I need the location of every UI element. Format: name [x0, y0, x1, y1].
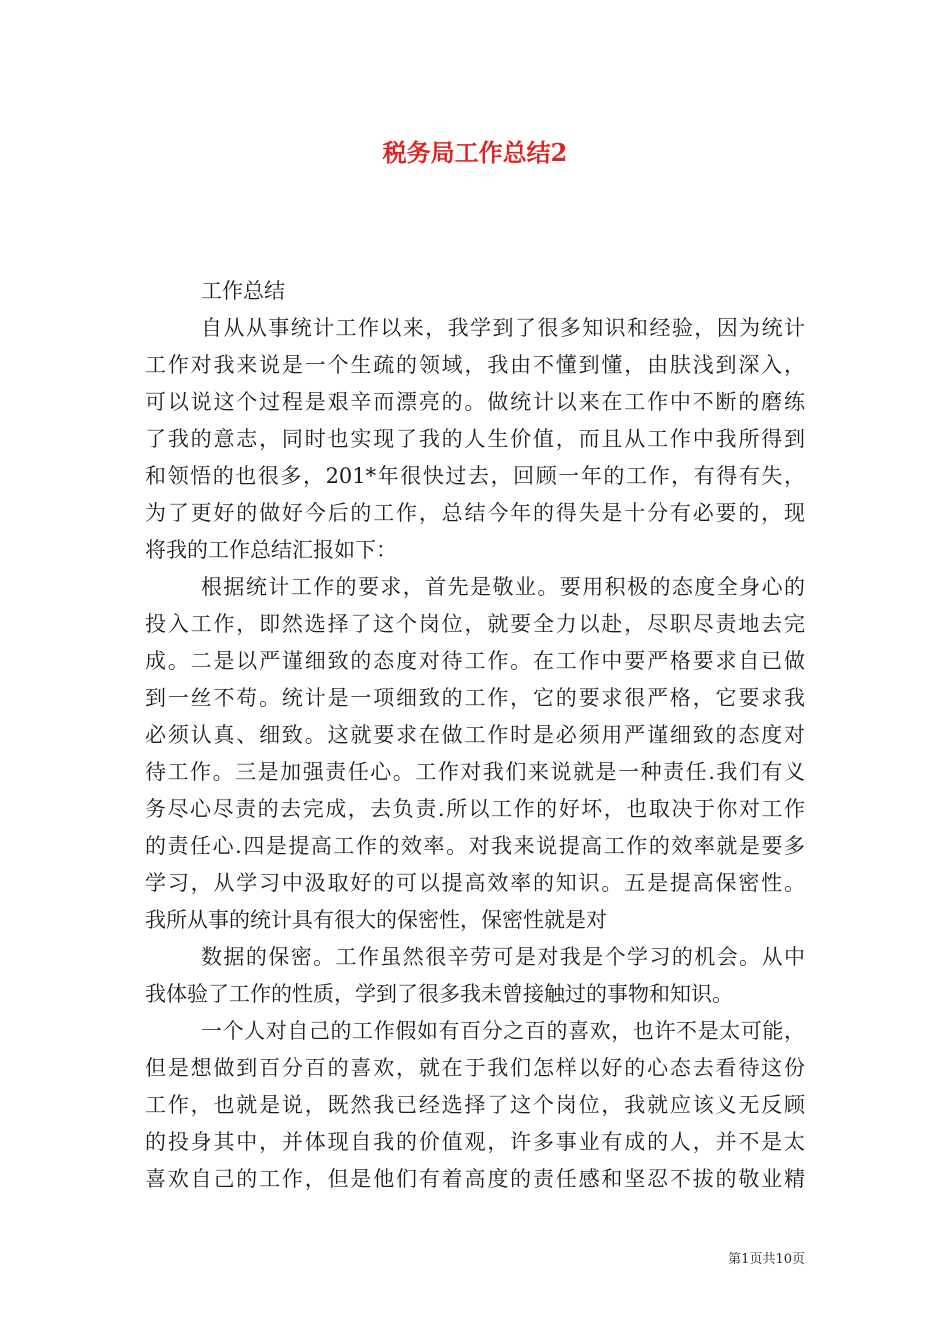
text-line: 但是想做到百分百的喜欢，就在于我们怎样以好的心态去看待这份	[145, 1056, 805, 1080]
text-line: 的投身其中，并体现自我的价值观，许多事业有成的人，并不是太	[145, 1130, 805, 1154]
text-line: 务尽心尽责的去完成，去负责.所以工作的好坏，也取决于你对工作	[145, 797, 805, 821]
text-line: 了我的意志，同时也实现了我的人生价值，而且从工作中我所得到	[145, 427, 805, 451]
text-line: 成。二是以严谨细致的态度对待工作。在工作中要严格要求自已做	[145, 649, 805, 673]
text-line: 工作，也就是说，既然我已经选择了这个岗位，我就应该义无反顾	[145, 1093, 805, 1117]
text-line: 我体验了工作的性质，学到了很多我未曾接触过的事物和知识。	[145, 982, 733, 1006]
text-line: 投入工作，即然选择了这个岗位，就要全力以赴，尽职尽责地去完	[145, 612, 805, 636]
text-line: 数据的保密。工作虽然很辛劳可是对我是个学习的机会。从中	[201, 945, 805, 969]
document-title: 税务局工作总结2	[382, 138, 568, 167]
text-line: 工作对我来说是一个生疏的领域，我由不懂到懂，由肤浅到深入，	[145, 353, 805, 377]
text-line: 为了更好的做好今后的工作，总结今年的得失是十分有必要的，现	[145, 501, 805, 525]
text-line: 工作总结	[201, 279, 285, 303]
text-line: 将我的工作总结汇报如下：	[145, 538, 397, 562]
text-line: 和领悟的也很多，201*年很快过去，回顾一年的工作，有得有失，	[145, 464, 805, 488]
text-line: 可以说这个过程是艰辛而漂亮的。做统计以来在工作中不断的磨练	[145, 390, 805, 414]
text-line: 待工作。三是加强责任心。工作对我们来说就是一种责任.我们有义	[145, 760, 805, 784]
text-line: 我所从事的统计具有很大的保密性，保密性就是对	[145, 908, 607, 932]
text-line: 必须认真、细致。这就要求在做工作时是必须用严谨细致的态度对	[145, 723, 805, 747]
page-number-footer: 第1页共10页	[728, 1252, 805, 1267]
text-line: 学习，从学习中汲取好的可以提高效率的知识。五是提高保密性。	[145, 871, 805, 895]
text-line: 根据统计工作的要求，首先是敬业。要用积极的态度全身心的	[201, 575, 805, 599]
text-line: 自从从事统计工作以来，我学到了很多知识和经验，因为统计	[201, 316, 805, 340]
text-line: 一个人对自己的工作假如有百分之百的喜欢，也许不是太可能，	[201, 1019, 805, 1043]
document-body	[145, 273, 805, 1198]
text-line: 到一丝不苟。统计是一项细致的工作，它的要求很严格，它要求我	[145, 686, 805, 710]
text-line: 喜欢自己的工作，但是他们有着高度的责任感和坚忍不拔的敬业精	[145, 1167, 805, 1191]
text-line: 的责任心.四是提高工作的效率。对我来说提高工作的效率就是要多	[145, 834, 805, 858]
